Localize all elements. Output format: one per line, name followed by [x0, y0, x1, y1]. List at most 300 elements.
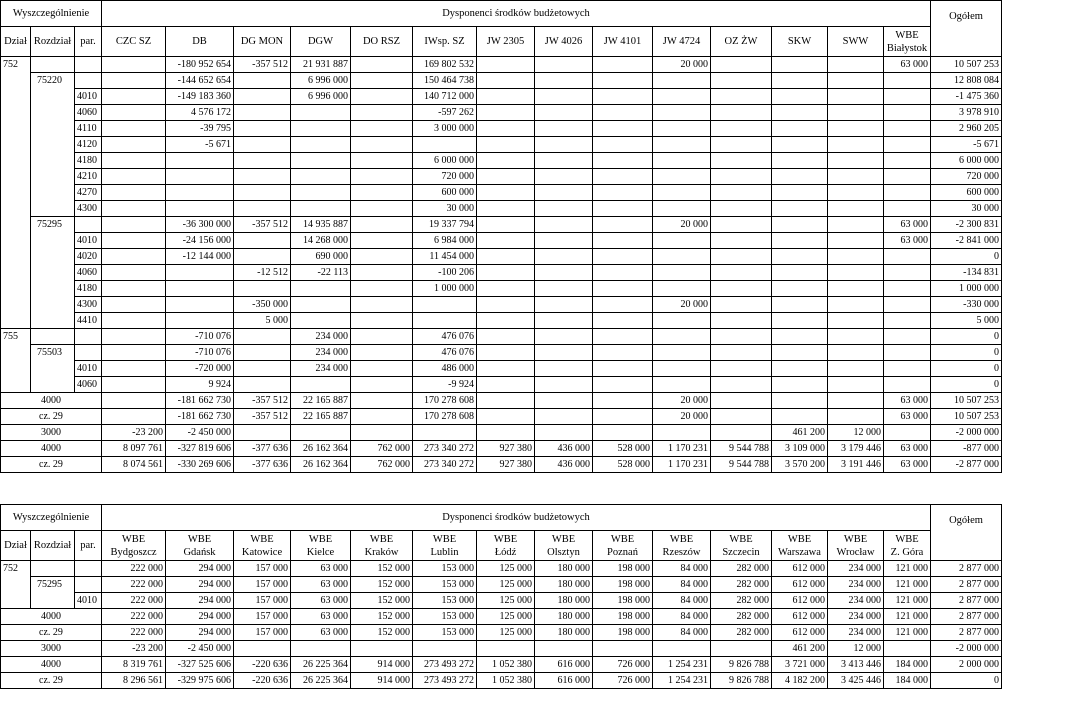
paragraf-cell [75, 73, 102, 89]
value-cell [653, 377, 711, 393]
value-cell [351, 329, 413, 345]
value-cell [477, 393, 535, 409]
value-cell [477, 313, 535, 329]
column-header [413, 531, 477, 561]
table-row [1, 121, 1002, 137]
value-cell [593, 361, 653, 377]
value-cell: 84 000 [653, 561, 711, 577]
value-cell [351, 393, 413, 409]
paragraf-cell: 4060 [75, 105, 102, 121]
header-row [1, 27, 1002, 57]
value-cell: 9 826 788 [711, 657, 772, 673]
value-cell: -23 200 [102, 641, 166, 657]
value-cell [102, 57, 166, 73]
column-header [535, 27, 593, 57]
total-cell: 720 000 [931, 169, 1002, 185]
value-cell [535, 57, 593, 73]
value-cell: 6 996 000 [291, 73, 351, 89]
value-cell [711, 249, 772, 265]
value-cell: -710 076 [166, 329, 234, 345]
value-cell: 140 712 000 [413, 89, 477, 105]
value-cell: 1 052 380 [477, 673, 535, 689]
value-cell [711, 393, 772, 409]
value-cell [477, 249, 535, 265]
value-cell [351, 217, 413, 233]
value-cell [234, 153, 291, 169]
value-cell [477, 265, 535, 281]
value-cell [711, 89, 772, 105]
value-cell [772, 105, 828, 121]
value-cell: -24 156 000 [166, 233, 234, 249]
column-header [884, 27, 931, 57]
value-cell [535, 201, 593, 217]
value-cell [535, 217, 593, 233]
table-row [1, 345, 1002, 361]
column-header [234, 531, 291, 561]
value-cell [102, 217, 166, 233]
dzial-cell [1, 73, 31, 89]
value-cell [477, 281, 535, 297]
column-header-line: DO RSZ [362, 36, 401, 47]
value-cell: 125 000 [477, 577, 535, 593]
column-header-line: Lublin [430, 546, 459, 558]
value-cell: -329 975 606 [166, 673, 234, 689]
value-cell [477, 105, 535, 121]
value-cell [711, 185, 772, 201]
dzial-cell [1, 377, 31, 393]
value-cell: -377 636 [234, 457, 291, 473]
value-cell [593, 313, 653, 329]
value-cell [711, 169, 772, 185]
value-cell [291, 313, 351, 329]
value-cell [828, 249, 884, 265]
value-cell: 152 000 [351, 609, 413, 625]
rozdzial-cell [31, 201, 75, 217]
value-cell [477, 641, 535, 657]
rozdzial-cell [31, 297, 75, 313]
value-cell: 486 000 [413, 361, 477, 377]
value-cell [102, 233, 166, 249]
value-cell: -36 300 000 [166, 217, 234, 233]
rozdzial-cell [31, 105, 75, 121]
total-cell: 12 808 084 [931, 73, 1002, 89]
value-cell: -23 200 [102, 425, 166, 441]
value-cell [102, 281, 166, 297]
value-cell: 84 000 [653, 625, 711, 641]
value-cell [234, 641, 291, 657]
value-cell [102, 169, 166, 185]
value-cell: 6 000 000 [413, 153, 477, 169]
value-cell [884, 105, 931, 121]
value-cell: 3 000 000 [413, 121, 477, 137]
value-cell [884, 377, 931, 393]
value-cell [884, 89, 931, 105]
value-cell: 184 000 [884, 673, 931, 689]
column-header [828, 27, 884, 57]
total-cell: 2 877 000 [931, 625, 1002, 641]
column-header-line: Warszawa [778, 546, 821, 558]
value-cell [234, 329, 291, 345]
value-cell [535, 153, 593, 169]
value-cell: 282 000 [711, 577, 772, 593]
value-cell [535, 265, 593, 281]
column-header [653, 27, 711, 57]
column-header [166, 27, 234, 57]
value-cell [711, 57, 772, 73]
value-cell: 436 000 [535, 457, 593, 473]
column-header [166, 531, 234, 561]
column-header [711, 531, 772, 561]
dzial-cell: 752 [1, 561, 31, 577]
dzial-cell [1, 249, 31, 265]
paragraf-cell: 4010 [75, 233, 102, 249]
column-header-line: WBE [121, 533, 146, 545]
value-cell: 612 000 [772, 561, 828, 577]
value-cell: -220 636 [234, 673, 291, 689]
total-cell: -1 475 360 [931, 89, 1002, 105]
value-cell [535, 233, 593, 249]
dzial-cell [1, 137, 31, 153]
value-cell: 20 000 [653, 217, 711, 233]
value-cell [653, 153, 711, 169]
value-cell: 26 225 364 [291, 657, 351, 673]
value-cell: 153 000 [413, 561, 477, 577]
value-cell: 198 000 [593, 561, 653, 577]
value-cell [593, 137, 653, 153]
value-cell: 180 000 [535, 561, 593, 577]
value-cell [772, 153, 828, 169]
value-cell [166, 281, 234, 297]
value-cell [102, 409, 166, 425]
value-cell: 63 000 [291, 593, 351, 609]
rozdzial-cell [31, 57, 75, 73]
dzial-cell [1, 313, 31, 329]
value-cell [884, 249, 931, 265]
value-cell [234, 345, 291, 361]
table-row [1, 313, 1002, 329]
value-cell [413, 313, 477, 329]
total-cell: -2 300 831 [931, 217, 1002, 233]
value-cell [535, 169, 593, 185]
value-cell: 153 000 [413, 625, 477, 641]
total-cell: -2 000 000 [931, 425, 1002, 441]
value-cell [102, 137, 166, 153]
rozdzial-header: Rozdział [31, 531, 75, 561]
paragraf-cell: 4010 [75, 89, 102, 105]
value-cell [535, 345, 593, 361]
value-cell: 125 000 [477, 593, 535, 609]
total-cell: 6 000 000 [931, 153, 1002, 169]
value-cell [535, 281, 593, 297]
value-cell [477, 201, 535, 217]
value-cell: 461 200 [772, 641, 828, 657]
value-cell: 20 000 [653, 57, 711, 73]
value-cell [653, 73, 711, 89]
value-cell [653, 121, 711, 137]
value-cell [653, 425, 711, 441]
value-cell [234, 233, 291, 249]
column-header-line: WBE [551, 533, 576, 545]
dzial-cell [1, 297, 31, 313]
value-cell [102, 249, 166, 265]
value-cell: 1 254 231 [653, 673, 711, 689]
table-row [1, 377, 1002, 393]
value-cell [653, 201, 711, 217]
value-cell [291, 201, 351, 217]
value-cell: 84 000 [653, 577, 711, 593]
value-cell: 222 000 [102, 561, 166, 577]
value-cell: 3 570 200 [772, 457, 828, 473]
column-header-line: OZ ŻW [724, 36, 758, 47]
value-cell [828, 217, 884, 233]
summary-label: cz. 29 [1, 409, 102, 425]
value-cell [477, 185, 535, 201]
value-cell [772, 121, 828, 137]
value-cell: -720 000 [166, 361, 234, 377]
value-cell [711, 297, 772, 313]
value-cell [351, 641, 413, 657]
value-cell [477, 409, 535, 425]
summary-label: 3000 [1, 425, 102, 441]
value-cell: 63 000 [884, 457, 931, 473]
value-cell [351, 169, 413, 185]
column-header-line: Łódź [494, 546, 517, 558]
value-cell [234, 89, 291, 105]
column-header [828, 531, 884, 561]
column-header-line: IWsp. SZ [424, 36, 465, 47]
header-row [1, 531, 1002, 561]
value-cell [828, 169, 884, 185]
value-cell [102, 185, 166, 201]
paragraf-cell [75, 577, 102, 593]
value-cell [711, 217, 772, 233]
column-header-line: WBE [250, 533, 274, 545]
value-cell [772, 73, 828, 89]
value-cell: 26 162 364 [291, 457, 351, 473]
column-header [102, 531, 166, 561]
value-cell: -2 450 000 [166, 425, 234, 441]
value-cell [291, 377, 351, 393]
value-cell [828, 377, 884, 393]
value-cell [593, 297, 653, 313]
dzial-cell [1, 153, 31, 169]
value-cell: -5 671 [166, 137, 234, 153]
value-cell [653, 233, 711, 249]
value-cell: 273 340 272 [413, 441, 477, 457]
value-cell: 180 000 [535, 625, 593, 641]
value-cell [166, 313, 234, 329]
value-cell [828, 281, 884, 297]
value-cell [653, 169, 711, 185]
value-cell [351, 73, 413, 89]
value-cell [351, 105, 413, 121]
group-title: Wyszczególnienie [1, 1, 102, 27]
value-cell: 273 493 272 [413, 657, 477, 673]
value-cell [291, 425, 351, 441]
total-cell: 2 877 000 [931, 561, 1002, 577]
value-cell: -180 952 654 [166, 57, 234, 73]
column-header [653, 531, 711, 561]
dzial-cell [1, 345, 31, 361]
value-cell [234, 185, 291, 201]
header-row [1, 1, 1002, 27]
value-cell [477, 73, 535, 89]
value-cell: -327 819 606 [166, 441, 234, 457]
total-cell: 3 978 910 [931, 105, 1002, 121]
summary-row [1, 625, 1002, 641]
value-cell [351, 185, 413, 201]
summary-label: 4000 [1, 609, 102, 625]
value-cell [351, 425, 413, 441]
value-cell [828, 345, 884, 361]
summary-label: cz. 29 [1, 625, 102, 641]
value-cell [351, 281, 413, 297]
value-cell: 8 097 761 [102, 441, 166, 457]
value-cell: 234 000 [828, 609, 884, 625]
value-cell [234, 361, 291, 377]
paragraf-cell: 4060 [75, 265, 102, 281]
value-cell: 720 000 [413, 169, 477, 185]
total-cell: 0 [931, 345, 1002, 361]
paragraf-cell: 4020 [75, 249, 102, 265]
value-cell [711, 329, 772, 345]
rozdzial-cell [31, 89, 75, 105]
summary-label: 4000 [1, 657, 102, 673]
table-row [1, 89, 1002, 105]
value-cell [593, 201, 653, 217]
column-header [351, 531, 413, 561]
value-cell: 63 000 [884, 409, 931, 425]
total-cell: 2 877 000 [931, 593, 1002, 609]
value-cell: -350 000 [234, 297, 291, 313]
value-cell: 8 296 561 [102, 673, 166, 689]
value-cell: 19 337 794 [413, 217, 477, 233]
value-cell: 294 000 [166, 593, 234, 609]
value-cell: 282 000 [711, 561, 772, 577]
value-cell [351, 361, 413, 377]
value-cell: 198 000 [593, 593, 653, 609]
dzial-cell [1, 361, 31, 377]
dzial-cell [1, 105, 31, 121]
value-cell: 22 165 887 [291, 393, 351, 409]
par-header: par. [75, 27, 102, 57]
column-header-line: Olsztyn [547, 546, 580, 558]
table-row [1, 561, 1002, 577]
column-header [351, 27, 413, 57]
group-title: Wyszczególnienie [1, 505, 102, 531]
value-cell: 125 000 [477, 625, 535, 641]
value-cell [711, 641, 772, 657]
value-cell: 234 000 [828, 593, 884, 609]
budget-table-2 [0, 504, 1002, 689]
value-cell: 612 000 [772, 609, 828, 625]
value-cell: -149 183 360 [166, 89, 234, 105]
value-cell [828, 265, 884, 281]
value-cell: 84 000 [653, 609, 711, 625]
value-cell [884, 425, 931, 441]
value-cell [535, 297, 593, 313]
value-cell [711, 233, 772, 249]
rozdzial-cell [31, 265, 75, 281]
value-cell [711, 153, 772, 169]
total-cell: 2 877 000 [931, 577, 1002, 593]
value-cell [711, 265, 772, 281]
value-cell: 294 000 [166, 561, 234, 577]
value-cell [102, 89, 166, 105]
value-cell [711, 201, 772, 217]
value-cell [535, 641, 593, 657]
value-cell [772, 409, 828, 425]
column-header [535, 531, 593, 561]
rozdzial-header: Rozdział [31, 27, 75, 57]
paragraf-cell [75, 217, 102, 233]
value-cell: 927 380 [477, 457, 535, 473]
value-cell [102, 201, 166, 217]
value-cell [593, 89, 653, 105]
value-cell [593, 345, 653, 361]
value-cell [535, 185, 593, 201]
value-cell: 476 076 [413, 329, 477, 345]
value-cell [535, 393, 593, 409]
value-cell [477, 329, 535, 345]
value-cell [234, 169, 291, 185]
total-cell: 10 507 253 [931, 409, 1002, 425]
value-cell [711, 73, 772, 89]
total-cell: 0 [931, 329, 1002, 345]
total-header: Ogółem [931, 505, 1002, 561]
value-cell: 294 000 [166, 609, 234, 625]
value-cell: 600 000 [413, 185, 477, 201]
table-row [1, 297, 1002, 313]
value-cell [351, 57, 413, 73]
column-header-line: Białystok [886, 42, 928, 54]
column-header [477, 531, 535, 561]
value-cell [653, 345, 711, 361]
value-cell: 63 000 [884, 57, 931, 73]
value-cell [291, 137, 351, 153]
value-cell [351, 297, 413, 313]
value-cell [351, 137, 413, 153]
value-cell [593, 249, 653, 265]
column-header [234, 27, 291, 57]
value-cell [477, 89, 535, 105]
table-row [1, 137, 1002, 153]
column-header-line: Katowice [241, 546, 283, 558]
value-cell [477, 217, 535, 233]
value-cell [593, 641, 653, 657]
value-cell [593, 169, 653, 185]
paragraf-cell [75, 329, 102, 345]
dzial-cell [1, 217, 31, 233]
value-cell [535, 377, 593, 393]
value-cell [535, 361, 593, 377]
value-cell: 9 544 788 [711, 441, 772, 457]
value-cell [351, 409, 413, 425]
column-header-line: Bydgoszcz [110, 546, 157, 558]
value-cell [593, 217, 653, 233]
rozdzial-cell [31, 593, 75, 609]
total-cell: 0 [931, 377, 1002, 393]
value-cell: 234 000 [291, 345, 351, 361]
dzial-cell [1, 233, 31, 249]
value-cell: -327 525 606 [166, 657, 234, 673]
value-cell [772, 265, 828, 281]
value-cell: -710 076 [166, 345, 234, 361]
paragraf-cell: 4110 [75, 121, 102, 137]
value-cell: -39 795 [166, 121, 234, 137]
column-header-line: WBE [369, 533, 394, 545]
value-cell [351, 313, 413, 329]
